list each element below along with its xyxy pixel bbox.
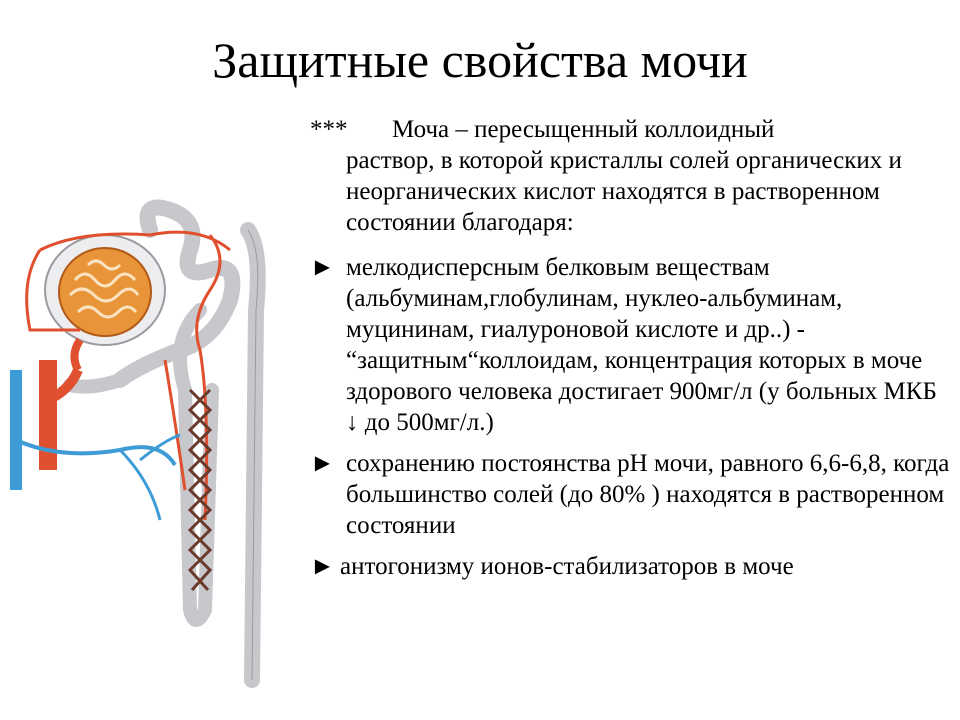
list-item — [310, 448, 950, 541]
slide-content — [310, 114, 950, 592]
intro-marker: *** — [310, 116, 348, 143]
bullet-arrow-icon: ► — [310, 254, 335, 281]
list-item — [310, 252, 950, 438]
slide-title: Защитные свойства мочи — [212, 32, 748, 88]
list-item-text: антогонизму ионов-стабилизаторов в моче — [340, 553, 794, 580]
list-item-text: мелкодисперсным белковым веществам (альбуминам,глобулинам, нуклео-альбуминам, муцининам, гиалуроновой кислоте и др..) - “защитным“коллоидам, концентрация которых в моче здорового человека достигает 900мг/л (у больных МКБ ↓ до 500мг/л.) — [346, 254, 937, 436]
intro-rest: раствор, в которой кристаллы солей органических и неорганических кислот находятся в растворенном состоянии благодаря: — [346, 147, 902, 236]
intro-paragraph — [310, 114, 950, 238]
list-item — [310, 551, 950, 582]
nephron-illustration — [0, 190, 290, 690]
bullet-arrow-icon: ► — [310, 553, 335, 580]
intro-first-line: Моча – пересыщенный коллоидный — [392, 116, 775, 143]
list-item-text: сохранению постоянства рН мочи, равного 6,6-6,8, когда большинство солей (до 80% ) находятся в растворенном состоянии — [346, 450, 950, 539]
bullet-arrow-icon: ► — [310, 450, 335, 477]
afferent-arteriole — [74, 340, 80, 370]
